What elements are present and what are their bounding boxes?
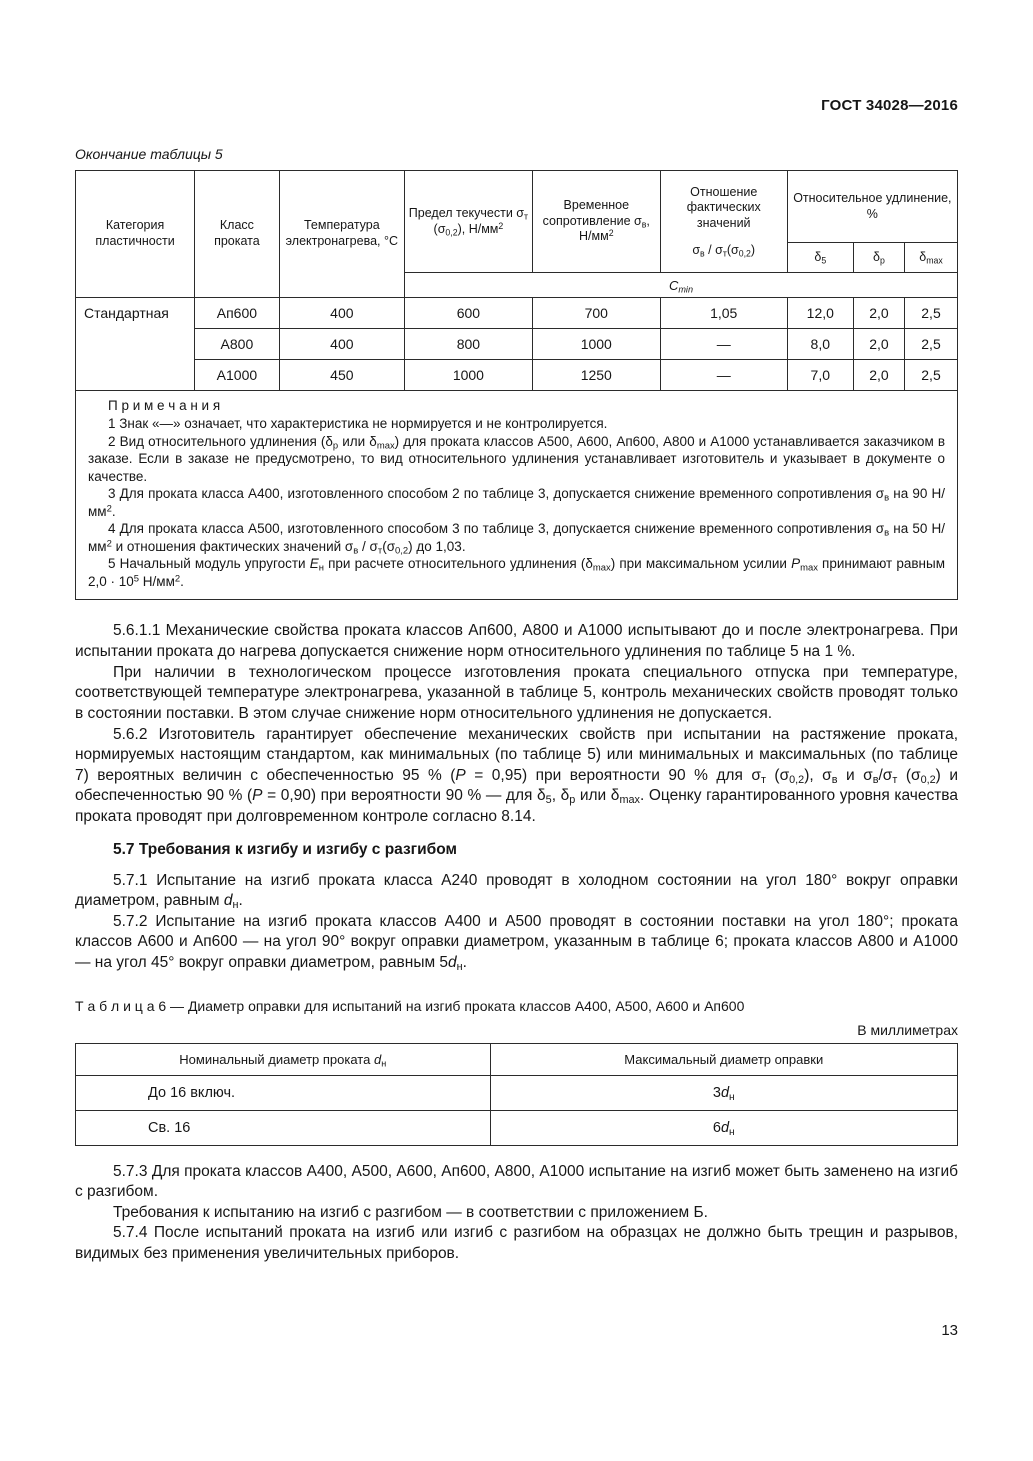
table6-units-note: В миллиметрах: [857, 1021, 958, 1038]
para-5-7-1: 5.7.1 Испытание на изгиб проката класса А240 проводят в холодном состоянии на угол 180° вокруг оправки диаметром, равным $d_н$.: [75, 871, 958, 912]
t5-cell-d5: 8,0: [787, 329, 853, 360]
t5-header-category: Категория пластичности: [76, 171, 195, 298]
t5-header-tensile-strength: Временное сопротивление $\sigma_в$, $Н/мм^2$: [532, 171, 660, 273]
t5-cell-ratio: 1,05: [660, 298, 787, 329]
t5-cell-tensile: 1000: [532, 329, 660, 360]
para-5-7-3b: Требования к испытанию на изгиб с разгибом — в соответствии с приложением Б.: [113, 1203, 708, 1221]
t5-cell-dp: 2,0: [853, 360, 904, 391]
t5-cell-dp: 2,0: [853, 329, 904, 360]
t5-header-yield-strength: Предел текучести $\sigma_т$ $(\sigma_{0,2})$, $Н/мм^2$: [404, 171, 532, 273]
heading-5-7: 5.7 Требования к изгибу и изгибу с разгибом: [113, 840, 457, 858]
t5-cell-tensile: 1250: [532, 360, 660, 391]
t5-cell-yield: 600: [404, 298, 532, 329]
table5-continuation-caption: Окончание таблицы 5: [75, 146, 223, 162]
t5-cell-yield: 1000: [404, 360, 532, 391]
para-5-7-2: 5.7.2 Испытание на изгиб проката классов А400 и А500 проводят в состоянии поставки на угол 180°; проката классов А600 и Ап600 — на угол 90° вокруг оправки диаметром, указанным в таблице 6; проката классов А800 и А1000 — на угол 45° вокруг оправки диаметром, равным $5d_н$.: [75, 912, 958, 974]
body-text: [75, 621, 958, 973]
doc-number: ГОСТ 34028—2016: [821, 97, 958, 114]
para-5-7-3: 5.7.3 Для проката классов А400, А500, А600, Ап600, А800, А1000 испытание на изгиб может быть заменено на изгиб с разгибом.: [75, 1162, 958, 1201]
t5-cell-ratio: —: [660, 360, 787, 391]
t5-cell-d5: 12,0: [787, 298, 853, 329]
t5-cell-tensile: 700: [532, 298, 660, 329]
t5-header-class: Класс проката: [195, 171, 280, 298]
note-4: 4 Для проката класса А500, изготовленного способом 3 по таблице 3, допускается снижение временного сопротивления $\sigma_в$ на 50 $Н/мм^2$ и отношения фактических значений $\sigma_в / \sigma_т(\sigma_{0,2})$ до 1,03.: [88, 521, 946, 557]
t6-cell-diameter: $6d_н$: [490, 1110, 957, 1145]
para-tempering: При наличии в технологическом процессе изготовления проката специального отпуска при температуре, соответствующей температуре электронагрева, указанной в таблице 5, контроль механических свойств проводят только в состоянии поставки. В этом случае снижение норм относительного удлинения не допускается.: [75, 663, 958, 722]
t5-cell-yield: 800: [404, 329, 532, 360]
table6-caption: Т а б л и ц а 6 — Диаметр оправки для испытаний на изгиб проката классов А400, А500, А600 и Ап600: [75, 997, 745, 1014]
para-5-6-2: 5.6.2 Изготовитель гарантирует обеспечение механических свойств при испытании на растяжение проката, нормируемых настоящим стандартом, как минимальных (по таблице 5) или минимальных и максимальных (по таблице 7) вероятных величин с обеспеченностью 95 % (P = 0,95) при вероятности 90 % для $\sigma_т$ $(\sigma_{0,2})$, $\sigma_в$ и $\sigma_в/\sigma_т$ $(\sigma_{0,2})$ и обеспеченностью 90 % (P = 0,90) при вероятности 90 % — для $\delta_5$, $\delta_р$ или $\delta_{max}$. Оценку гарантированного уровня качества проката проводят при долговременном контроле согласно 8.14.: [75, 725, 958, 825]
t5-cell-d5: 7,0: [787, 360, 853, 391]
t5-header-ratio: [660, 171, 787, 273]
t5-cell-dp: 2,0: [853, 298, 904, 329]
t6-cell-diameter: $3d_н$: [490, 1075, 957, 1110]
t5-header-elongation: Относительное удлинение, %: [787, 171, 957, 243]
t5-header-temp: Температура электронагрева, °С: [279, 171, 404, 298]
table5-data-row-2: [76, 329, 958, 360]
note-2: 2 Вид относительного удлинения ($\delta_р$ или $\delta_{max}$) для проката классов А500, А600, Ап600, А800 и А1000 устанавливается заказчиком в заказе. Если в заказе не предусмотрено, то вид относительного удлинения устанавливает изготовитель и указывает в документе о качестве.: [88, 433, 945, 484]
t5-cell-temp: 450: [279, 360, 404, 391]
t6-header-nominal-diameter: Номинальный диаметр проката $d_н$: [76, 1043, 491, 1075]
table6-data-row-2: [76, 1110, 958, 1145]
notes-title: П р и м е ч а н и я: [108, 398, 221, 413]
note-3: 3 Для проката класса А400, изготовленного способом 2 по таблице 3, допускается снижение временного сопротивления $\sigma_в$ на 90 $Н/мм^2$.: [88, 486, 946, 519]
page-number: 13: [941, 1322, 958, 1339]
t5-cell-temp: 400: [279, 329, 404, 360]
t5-cell-class: Ап600: [195, 298, 280, 329]
para-5-7-4: 5.7.4 После испытаний проката на изгиб или изгиб с разгибом на образцах не должно быть трещин и разрывов, видимых без применения увеличительных приборов.: [75, 1224, 958, 1263]
t5-cell-class: А800: [195, 329, 280, 360]
t5-header-deltamax: $\delta_{max}$: [905, 243, 958, 273]
t6-header-max-mandrel-diameter: Максимальный диаметр оправки: [490, 1043, 957, 1075]
table5-data-row-1: [76, 298, 958, 329]
t5-header-ratio-formula: $\sigma_в / \sigma_т(\sigma_{0,2})$: [692, 242, 756, 259]
t5-cell-class: А1000: [195, 360, 280, 391]
t6-cell-range: До 16 включ.: [76, 1075, 491, 1110]
table5: [75, 170, 958, 600]
t5-cell-ratio: —: [660, 329, 787, 360]
t5-cell-dmax: 2,5: [905, 329, 958, 360]
note-1: 1 Знак «—» означает, что характеристика не нормируется и не контролируется.: [108, 416, 608, 431]
table5-header-row-1: [76, 171, 958, 243]
para-5-6-1-1: 5.6.1.1 Механические свойства проката классов Ап600, А800 и А1000 испытывают до и после электронагрева. При испытании проката до нагрева допускается снижение норм относительного удлинения по таблице 5 на 1 %.: [75, 622, 958, 661]
t6-cell-range: Св. 16: [76, 1110, 491, 1145]
t5-header-deltap: $\delta_р$: [853, 243, 904, 273]
tail-text: [75, 1162, 958, 1265]
table6-header-row: [76, 1043, 958, 1075]
table6: [75, 1043, 958, 1146]
table5-notes-row: [76, 391, 958, 600]
table5-data-row-3: [76, 360, 958, 391]
t5-header-delta5: $\delta_5$: [787, 243, 853, 273]
t5-cmin-cell: $C_{min}$: [404, 273, 957, 298]
t5-cell-category: Стандартная: [76, 298, 195, 391]
t5-header-ratio-text: Отношение фактических значений: [686, 184, 761, 230]
t5-cell-temp: 400: [279, 298, 404, 329]
t5-notes-cell: [76, 391, 958, 600]
page-content: [75, 0, 958, 1265]
t5-cell-dmax: 2,5: [905, 298, 958, 329]
note-5: 5 Начальный модуль упругости $E_н$ при расчете относительного удлинения $(\delta_{max})$ при максимальном усилии $P_{max}$ принимают равным $2,0 \cdot 10^5$ $Н/мм^2$.: [88, 556, 945, 589]
table6-data-row-1: [76, 1075, 958, 1110]
t5-cell-dmax: 2,5: [905, 360, 958, 391]
